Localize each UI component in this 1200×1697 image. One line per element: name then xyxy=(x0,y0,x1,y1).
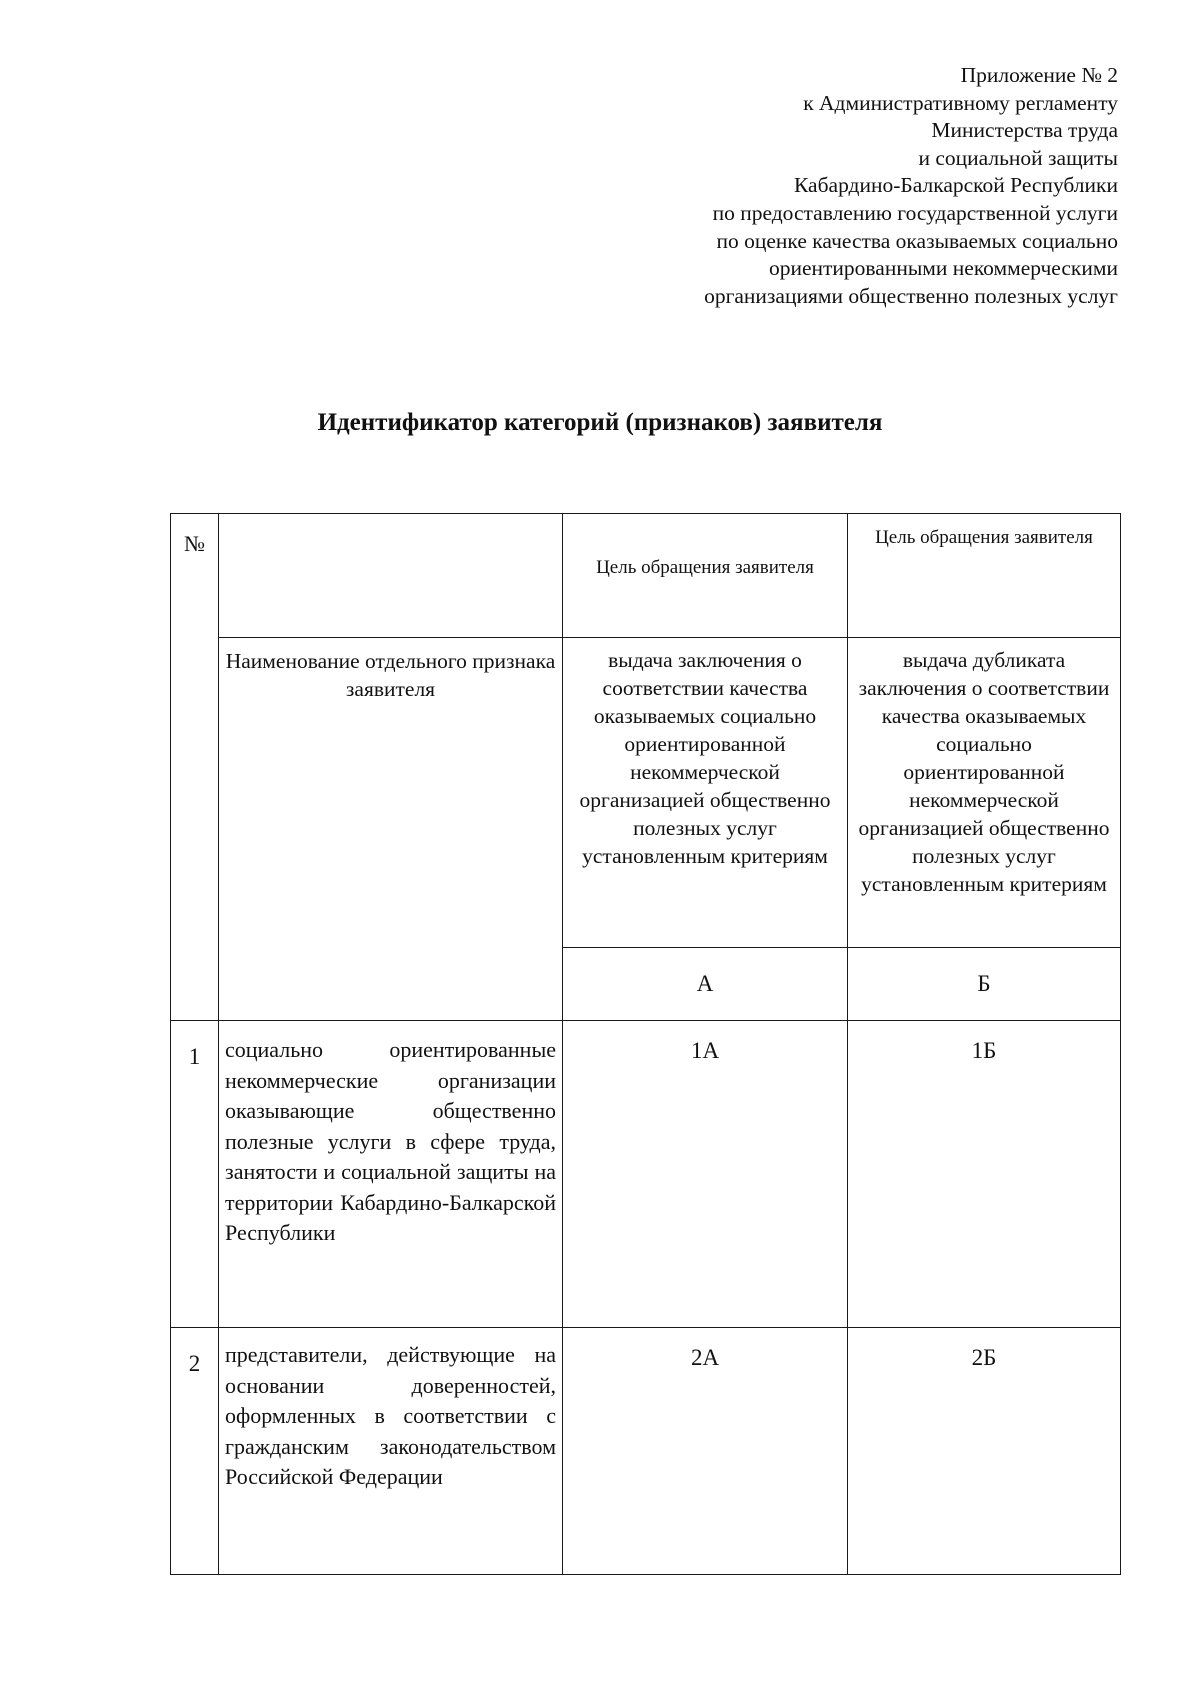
appendix-header xyxy=(558,62,1118,310)
table-description-row xyxy=(171,638,1121,948)
goal-description-b: выдача дубликата заключения о соответствии качества оказываемых социально ориентированной некоммерческой организацией общественно полезных услуг установленным критериям xyxy=(848,638,1121,948)
appendix-line: Кабардино-Балкарской Республики xyxy=(793,173,1118,198)
goal-header-a: Цель обращения заявителя xyxy=(563,514,848,638)
row-code-b: 1Б xyxy=(848,1021,1121,1328)
row-category-name: социально ориентированные некоммерческие организации оказывающие общественно полезные услуги в сфере труда, занятости и социальной защиты на территории Кабардино-Балкарской Республики xyxy=(219,1021,563,1328)
row-code-b: 2Б xyxy=(848,1328,1121,1575)
row-category-name: представители, действующие на основании доверенностей, оформленных в соответствии с гражданским законодательством Российской Федерации xyxy=(219,1328,563,1575)
appendix-line: организациями общественно полезных услуг xyxy=(704,283,1118,308)
appendix-line: по оценке качества оказываемых социально xyxy=(716,228,1118,253)
category-table xyxy=(170,513,1121,1575)
empty-header-cell xyxy=(219,514,563,638)
appendix-line: ориентированными некоммерческими xyxy=(768,256,1118,281)
row-code-a: 1А xyxy=(563,1021,848,1328)
row-code-a: 2А xyxy=(563,1328,848,1575)
goal-letter-b: Б xyxy=(848,948,1121,1021)
appendix-line: Министерства труда xyxy=(931,118,1118,143)
document-title: Идентификатор категорий (признаков) заявителя xyxy=(317,409,883,436)
appendix-line: Приложение № 2 xyxy=(960,63,1118,87)
appendix-line: по предоставлению государственной услуги xyxy=(712,200,1118,225)
appendix-line: к Административному регламенту xyxy=(803,90,1118,115)
row-number: 2 xyxy=(171,1328,219,1575)
table-row xyxy=(171,1328,1121,1575)
table-header-row xyxy=(171,514,1121,638)
goal-description-a: выдача заключения о соответствии качества оказываемых социально ориентированной некоммерческой организацией общественно полезных услуг установленным критериям xyxy=(563,638,848,948)
table-row xyxy=(171,1021,1121,1328)
name-column-header: Наименование отдельного признака заявителя xyxy=(219,638,563,1021)
goal-letter-a: А xyxy=(563,948,848,1021)
row-number: 1 xyxy=(171,1021,219,1328)
goal-header-b: Цель обращения заявителя xyxy=(848,514,1121,638)
applicant-category-table xyxy=(170,513,1120,1575)
appendix-line: и социальной защиты xyxy=(918,145,1118,170)
number-column-header: № xyxy=(171,514,219,1021)
